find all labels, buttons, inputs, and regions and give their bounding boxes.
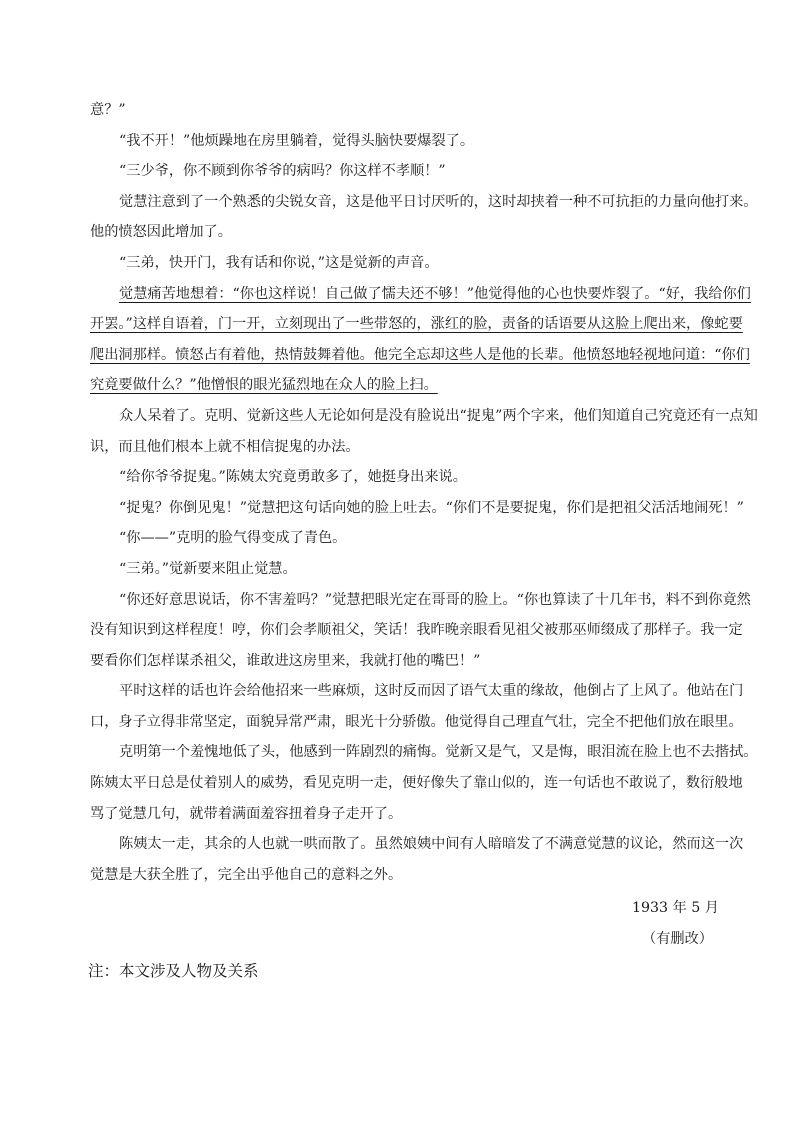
text-line <box>90 95 724 126</box>
date-line: 1933 年 5 月 <box>631 900 719 917</box>
document-page <box>88 95 758 986</box>
paragraph <box>90 829 744 890</box>
line-text: “给你爷爷捉鬼。”陈姨太究竟勇敢多了，她挺身出来说。 <box>119 469 467 486</box>
line-text: 陈姨太一走，其余的人也就一哄而散了。虽然娘姨中间有人暗暗发了不满意觉慧的议论，然而这一次 <box>119 836 744 853</box>
text-line <box>90 615 743 646</box>
text-line <box>90 370 724 401</box>
paragraph <box>90 187 758 248</box>
paragraph <box>90 462 724 493</box>
text-line <box>90 279 751 310</box>
text-line <box>90 248 724 279</box>
text-line <box>90 646 724 677</box>
paragraph <box>90 554 724 585</box>
text-line <box>90 309 743 340</box>
line-text: 骂了觉慧几句，就带着满面羞容扭着身子走开了。 <box>90 805 403 822</box>
line-text: 识，而且他们根本上就不相信捉鬼的办法。 <box>90 438 360 455</box>
text-line <box>90 829 744 860</box>
text-line <box>90 799 724 830</box>
line-text: “我不开！”他烦躁地在房里躺着，觉得头脑快要爆裂了。 <box>119 132 475 149</box>
paragraph <box>90 156 724 187</box>
underlined-text: 开罢。”这样自语着，门一开，立刻现出了一些带怒的，涨红的脸，责备的话语要从这脸上爬出来，像蛇要 <box>90 316 743 333</box>
line-text: “三少爷，你不顾到你爷爷的病吗？你这样不孝顺！” <box>119 163 446 180</box>
text-line <box>90 156 724 187</box>
text-line <box>90 401 758 432</box>
line-text: 觉慧注意到了一个熟悉的尖锐女音，这是他平日讨厌听的，这时却挟着一种不可抗拒的力量向他打来。 <box>119 193 758 210</box>
text-line <box>90 462 724 493</box>
line-text: 平时这样的话也许会给他招来一些麻烦，这时反而因了语气太重的缘故，他倒占了上风了。他站在门 <box>119 683 744 700</box>
text-line <box>90 585 751 616</box>
line-text: 意？” <box>90 102 126 118</box>
paragraph <box>90 279 751 401</box>
line-text: 要看你们怎样谋杀祖父，谁敢进这房里来，我就打他的嘴巴！” <box>90 652 481 669</box>
text-line <box>90 493 744 524</box>
line-text: “你——”克明的脸气得变成了青色。 <box>119 530 347 547</box>
line-text: 他的愤怒因此增加了。 <box>90 224 232 241</box>
text-line <box>90 432 724 463</box>
text-line <box>90 860 724 891</box>
line-text: “捉鬼？你倒见鬼！”觉慧把这句话向她的脸上吐去。“你们不是要捉鬼，你们是把祖父活活地闹死！” <box>119 499 744 516</box>
paragraph <box>90 248 724 279</box>
line-text: “你还好意思说话，你不害羞吗？”觉慧把眼光定在哥哥的脸上。“你也算读了十几年书，料不到你竟然 <box>119 591 751 608</box>
story-text <box>90 95 758 890</box>
revision-note: （有删改） <box>642 931 713 948</box>
line-text: “三弟。”觉新要来阻止觉慧。 <box>119 560 297 577</box>
paragraph <box>90 401 758 462</box>
text-line <box>90 187 758 218</box>
line-text: 克明第一个羞愧地低了头，他感到一阵剧烈的痛悔。觉新又是气，又是悔，眼泪流在脸上也不去揩拭。 <box>119 744 758 761</box>
text-line <box>90 707 743 738</box>
underlined-text: 觉慧痛苦地想着：“你也这样说！自己做了懦夫还不够！”他觉得他的心也快要炸裂了。“好，我给你们 <box>119 285 751 302</box>
line-text: 众人呆着了。克明、觉新这些人无论如何是没有脸说出“捉鬼”两个字来，他们知道自己究竟还有一点知 <box>119 407 758 424</box>
text-line <box>90 126 724 157</box>
line-text: 没有知识到这样程度！哼，你们会孝顺祖父，笑话！我昨晚亲眼看见祖父被那巫师缀成了那样子。我一定 <box>90 622 743 639</box>
paragraph <box>90 493 744 524</box>
footnote: 注：本文涉及人物及关系 <box>88 961 259 980</box>
line-text: 陈姨太平日总是仗着别人的威势，看见克明一走，便好像失了靠山似的，连一句话也不敢说了，数衍般地 <box>90 775 743 792</box>
text-line <box>90 340 750 371</box>
paragraph <box>90 126 724 157</box>
paragraph <box>90 676 744 737</box>
text-line <box>90 523 724 554</box>
line-text: 口，身子立得非常坚定，面貌异常严肃，眼光十分骄傲。他觉得自己理直气壮，完全不把他们放在眼里。 <box>90 713 743 730</box>
text-line <box>90 737 758 768</box>
paragraph <box>90 523 724 554</box>
underlined-text: 究竟要做什么？”他憎恨的眼光猛烈地在众人的脸上扫。 <box>90 377 438 394</box>
paragraph <box>90 585 751 677</box>
text-line <box>90 554 724 585</box>
line-text: “三弟，快开门，我有话和你说，”这是觉新的声音。 <box>119 254 439 271</box>
line-text: 觉慧是大获全胜了，完全出乎他自己的意料之外。 <box>90 866 403 883</box>
text-line <box>90 768 743 799</box>
text-line <box>90 676 744 707</box>
paragraph <box>90 95 724 126</box>
text-line <box>90 217 724 248</box>
paragraph <box>90 737 758 829</box>
underlined-text: 爬出洞那样。愤怒占有着他，热情鼓舞着他。他完全忘却这些人是他的长辈。他愤怒地轻视地问道：“你们 <box>90 346 750 363</box>
